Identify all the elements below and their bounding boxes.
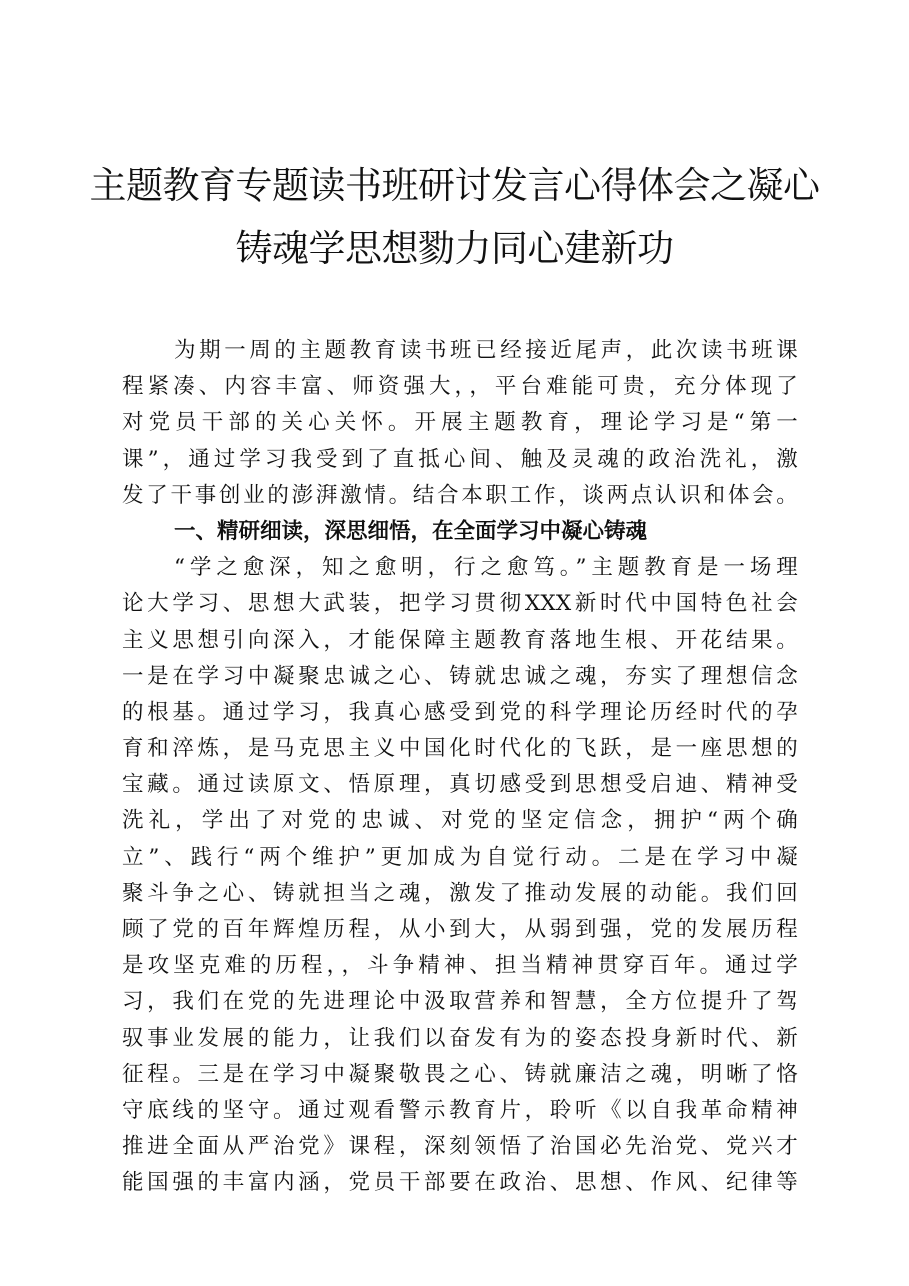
paragraph-line: 为期一周的主题教育读书班已经接近尾声，此次读书班课 (174, 338, 798, 363)
paragraph-intro (122, 333, 798, 514)
document-body (122, 333, 798, 1202)
paragraph-section-1 (122, 550, 798, 1201)
paragraph-line: 守底线的坚守。通过观看警示教育片，聆听《以自我革命精神 (122, 1097, 798, 1123)
paragraph-line: 习，我们在党的先进理论中汲取营养和智慧，全方位提升了驾 (122, 989, 798, 1015)
paragraph-line: 聚斗争之心、铸就担当之魂，激发了推动发展的动能。我们回 (122, 880, 798, 906)
document-title-line-1: 主题教育专题读书班研讨发言心得体会之凝心 (89, 164, 820, 207)
paragraph-line: 是攻坚克难的历程，，斗争精神、担当精神贯穿百年。通过学 (122, 953, 798, 979)
section-heading-1: 一、精研细读，深思细悟，在全面学习中凝心铸魂 (174, 518, 648, 544)
paragraph-line: 征程。三是在学习中凝聚敬畏之心、铸就廉洁之魂，明晰了恪 (122, 1061, 798, 1087)
paragraph-line: 育和淬炼，是马克思主义中国化时代化的飞跃，是一座思想的 (122, 736, 798, 762)
paragraph-line: “学之愈深，知之愈明，行之愈笃。”主题教育是一场理 (174, 555, 798, 581)
paragraph-line: 推进全面从严治党》课程，深刻领悟了治国必先治党、党兴才 (122, 1134, 798, 1160)
paragraph-line: 一是在学习中凝聚忠诚之心、铸就忠诚之魂，夯实了理想信念 (122, 663, 798, 689)
paragraph-line: 的根基。通过学习，我真心感受到党的科学理论历经时代的孕 (122, 699, 798, 725)
paragraph-line: 驭事业发展的能力，让我们以奋发有为的姿态投身新时代、新 (122, 1025, 798, 1051)
paragraph-line: 立”、践行“两个维护”更加成为自觉行动。二是在学习中凝 (122, 844, 798, 870)
paragraph-line: 发了干事创业的澎湃激情。结合本职工作，谈两点认识和体会。 (122, 482, 798, 508)
paragraph-line: 宝藏。通过读原文、悟原理，真切感受到思想受启迪、精神受 (122, 772, 798, 798)
paragraph-line: 顾了党的百年辉煌历程，从小到大，从弱到强，党的发展历程 (122, 917, 798, 942)
paragraph-line: 程紧凑、内容丰富、师资强大，，平台难能可贵，充分体现了 (122, 374, 798, 400)
paragraph-line: 能国强的丰富内涵，党员干部要在政治、思想、作风、纪律等 (122, 1170, 798, 1196)
document-title-line-2: 铸魂学思想勠力同心建新功 (235, 227, 674, 270)
paragraph-line: 洗礼，学出了对党的忠诚、对党的坚定信念，拥护“两个确 (122, 808, 798, 834)
paragraph-line: 主义思想引向深入，才能保障主题教育落地生根、开花结果。 (122, 627, 798, 653)
paragraph-line: 对党员干部的关心关怀。开展主题教育，理论学习是“第一 (122, 410, 798, 436)
paragraph-line: 课”，通过学习我受到了直抵心间、触及灵魂的政治洗礼，激 (122, 446, 798, 472)
paragraph-line: 论大学习、思想大武装，把学习贯彻XXX新时代中国特色社会 (122, 591, 798, 617)
